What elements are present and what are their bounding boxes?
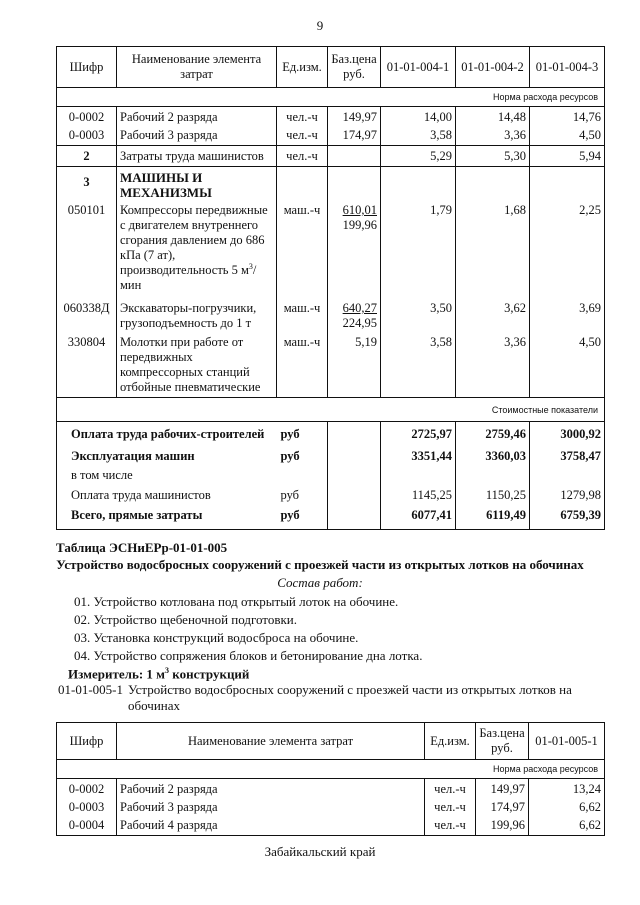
- norm-label: Норма расхода ресурсов: [57, 88, 605, 107]
- row-price: 149,97: [476, 779, 529, 799]
- row-name: Затраты труда машинистов: [117, 146, 277, 167]
- total-label: Оплата труда рабочих-строителей: [57, 422, 277, 444]
- table-row: [57, 816, 605, 836]
- table-row: [57, 299, 605, 335]
- total-label: Оплата труда машинистов: [57, 486, 277, 504]
- cost-label-row: [57, 398, 605, 422]
- total-row: [57, 504, 605, 530]
- col-header-v1: 01-01-005-1: [529, 723, 605, 760]
- col-header-v3: 01-01-004-3: [530, 47, 605, 88]
- row-code: 0-0004: [57, 816, 117, 836]
- col-header-price: Баз.цена руб.: [328, 47, 381, 88]
- row-v1: 3,58: [381, 125, 456, 146]
- row-v3: 2,25: [530, 200, 605, 299]
- row-v3: 3,69: [530, 299, 605, 335]
- row-v2: 3,36: [456, 125, 530, 146]
- row-price: 174,97: [328, 125, 381, 146]
- row-name: Компрессоры передвижные с двигателем внутреннего сгорания давлением до 686 кПа (7 ат), производительность 5 $м^3$/мин: [117, 200, 277, 299]
- total-v2: 2759,46: [456, 422, 530, 444]
- total-v3: 6759,39: [530, 504, 605, 530]
- row-unit: чел.-ч: [277, 107, 328, 126]
- row-v1: 13,24: [529, 779, 605, 799]
- total-row: [57, 486, 605, 504]
- total-unit: руб: [277, 504, 328, 530]
- row-unit: чел.-ч: [277, 125, 328, 146]
- row-unit: чел.-ч: [425, 798, 476, 816]
- total-v1: 3351,44: [381, 443, 456, 465]
- row-v2: 3,36: [456, 335, 530, 398]
- table-title: Таблица ЭСНиЕРр-01-01-005: [56, 540, 228, 555]
- row-unit: маш.-ч: [277, 200, 328, 299]
- row-code: 0-0003: [57, 798, 117, 816]
- row-code: 330804: [57, 335, 117, 398]
- col-header-price: Баз.цена руб.: [476, 723, 529, 760]
- col-header-unit: Ед.изм.: [277, 47, 328, 88]
- total-unit: руб: [277, 422, 328, 444]
- total-v1: 2725,97: [381, 422, 456, 444]
- table-subtitle: Устройство водосбросных сооружений с проезжей части из открытых лотков на обочинах: [56, 557, 584, 572]
- table-header: [57, 47, 605, 88]
- total-v2: 3360,03: [456, 443, 530, 465]
- col-header-name: Наименование элемента затрат: [117, 723, 425, 760]
- row-v2: 1,68: [456, 200, 530, 299]
- row-name: Экскаваторы-погрузчики, грузоподъемность до 1 т: [117, 299, 277, 335]
- row-price: 610,01 199,96: [328, 200, 381, 299]
- row-name: Рабочий 4 разряда: [117, 816, 425, 836]
- resource-table-1: [56, 46, 605, 530]
- col-header-unit: Ед.изм.: [425, 723, 476, 760]
- row-name: Рабочий 2 разряда: [117, 779, 425, 799]
- total-v2: 1150,25: [456, 486, 530, 504]
- norm-label: Норма расхода ресурсов: [57, 760, 605, 779]
- row-unit: маш.-ч: [277, 299, 328, 335]
- total-row: [57, 422, 605, 444]
- table-row: [57, 146, 605, 167]
- total-row: [57, 443, 605, 465]
- total-unit: руб: [277, 443, 328, 465]
- row-name: Рабочий 3 разряда: [117, 798, 425, 816]
- row-code: 0-0003: [57, 125, 117, 146]
- row-unit: чел.-ч: [277, 146, 328, 167]
- row-code: 050101: [57, 200, 117, 299]
- row-name: Рабочий 2 разряда: [117, 107, 277, 126]
- row-price: 5,19: [328, 335, 381, 398]
- row-code: 0-0002: [57, 779, 117, 799]
- row-v1: 1,79: [381, 200, 456, 299]
- row-name: Молотки при работе от передвижных компрессорных станций отбойные пневматические: [117, 335, 277, 398]
- row-v2: 3,62: [456, 299, 530, 335]
- row-v1: 6,62: [529, 798, 605, 816]
- row-unit: маш.-ч: [277, 335, 328, 398]
- row-unit: чел.-ч: [425, 779, 476, 799]
- page-footer: Забайкальский край: [264, 844, 376, 859]
- total-row: [57, 465, 605, 486]
- row-price: 199,96: [476, 816, 529, 836]
- total-v3: 1279,98: [530, 486, 605, 504]
- row-unit: чел.-ч: [425, 816, 476, 836]
- section-title: МАШИНЫ И МЕХАНИЗМЫ: [117, 167, 277, 201]
- cost-label: Стоимостные показатели: [57, 398, 605, 422]
- work-item: 03. Установка конструкций водосброса на обочине.: [74, 630, 359, 645]
- page-number: 9: [316, 18, 324, 33]
- total-v1: 6077,41: [381, 504, 456, 530]
- col-header-v2: 01-01-004-2: [456, 47, 530, 88]
- code-number: 01-01-005-1: [58, 682, 123, 697]
- row-price: 174,97: [476, 798, 529, 816]
- norm-label-row: [57, 760, 605, 779]
- row-v1: 3,50: [381, 299, 456, 335]
- row-v2: 5,30: [456, 146, 530, 167]
- code-line: [58, 682, 588, 714]
- composition-heading: Состав работ:: [277, 575, 363, 590]
- section-row: [57, 167, 605, 201]
- total-v2: 6119,49: [456, 504, 530, 530]
- table-row: [57, 125, 605, 146]
- col-header-name: Наименование элемента затрат: [117, 47, 277, 88]
- row-v1: 5,29: [381, 146, 456, 167]
- row-price: 149,97: [328, 107, 381, 126]
- total-v1: 1145,25: [381, 486, 456, 504]
- col-header-code: Шифр: [57, 723, 117, 760]
- row-v1: 3,58: [381, 335, 456, 398]
- table-header: [57, 723, 605, 760]
- row-v2: 14,48: [456, 107, 530, 126]
- total-label: Эксплуатация машин: [57, 443, 277, 465]
- measure-unit: Измеритель: 1 $м^3$ конструкций: [68, 666, 250, 682]
- table-row: [57, 798, 605, 816]
- table-row: [57, 335, 605, 398]
- total-label: в том числе: [57, 465, 277, 486]
- norm-label-row: [57, 88, 605, 107]
- row-v3: 5,94: [530, 146, 605, 167]
- row-price: [328, 146, 381, 167]
- row-code: 060338Д: [57, 299, 117, 335]
- row-code: 2: [57, 146, 117, 167]
- work-item: 01. Устройство котлована под открытый лоток на обочине.: [74, 594, 399, 609]
- row-v1: 14,00: [381, 107, 456, 126]
- total-v3: 3758,47: [530, 443, 605, 465]
- row-name: Рабочий 3 разряда: [117, 125, 277, 146]
- row-v3: 14,76: [530, 107, 605, 126]
- row-price: 640,27 224,95: [328, 299, 381, 335]
- section-code: 3: [57, 167, 117, 201]
- row-v3: 4,50: [530, 335, 605, 398]
- resource-table-2: [56, 722, 605, 836]
- row-code: 0-0002: [57, 107, 117, 126]
- work-item: 02. Устройство щебеночной подготовки.: [74, 612, 297, 627]
- total-label: Всего, прямые затраты: [57, 504, 277, 530]
- col-header-v1: 01-01-004-1: [381, 47, 456, 88]
- total-v3: 3000,92: [530, 422, 605, 444]
- code-description: Устройство водосбросных сооружений с проезжей части из открытых лотков на обочинах: [128, 682, 572, 713]
- work-item: 04. Устройство сопряжения блоков и бетонирование дна лотка.: [74, 648, 423, 663]
- total-unit: руб: [277, 486, 328, 504]
- table-row: [57, 107, 605, 126]
- table-row: [57, 779, 605, 799]
- row-v3: 4,50: [530, 125, 605, 146]
- table-row: [57, 200, 605, 299]
- row-v1: 6,62: [529, 816, 605, 836]
- col-header-code: Шифр: [57, 47, 117, 88]
